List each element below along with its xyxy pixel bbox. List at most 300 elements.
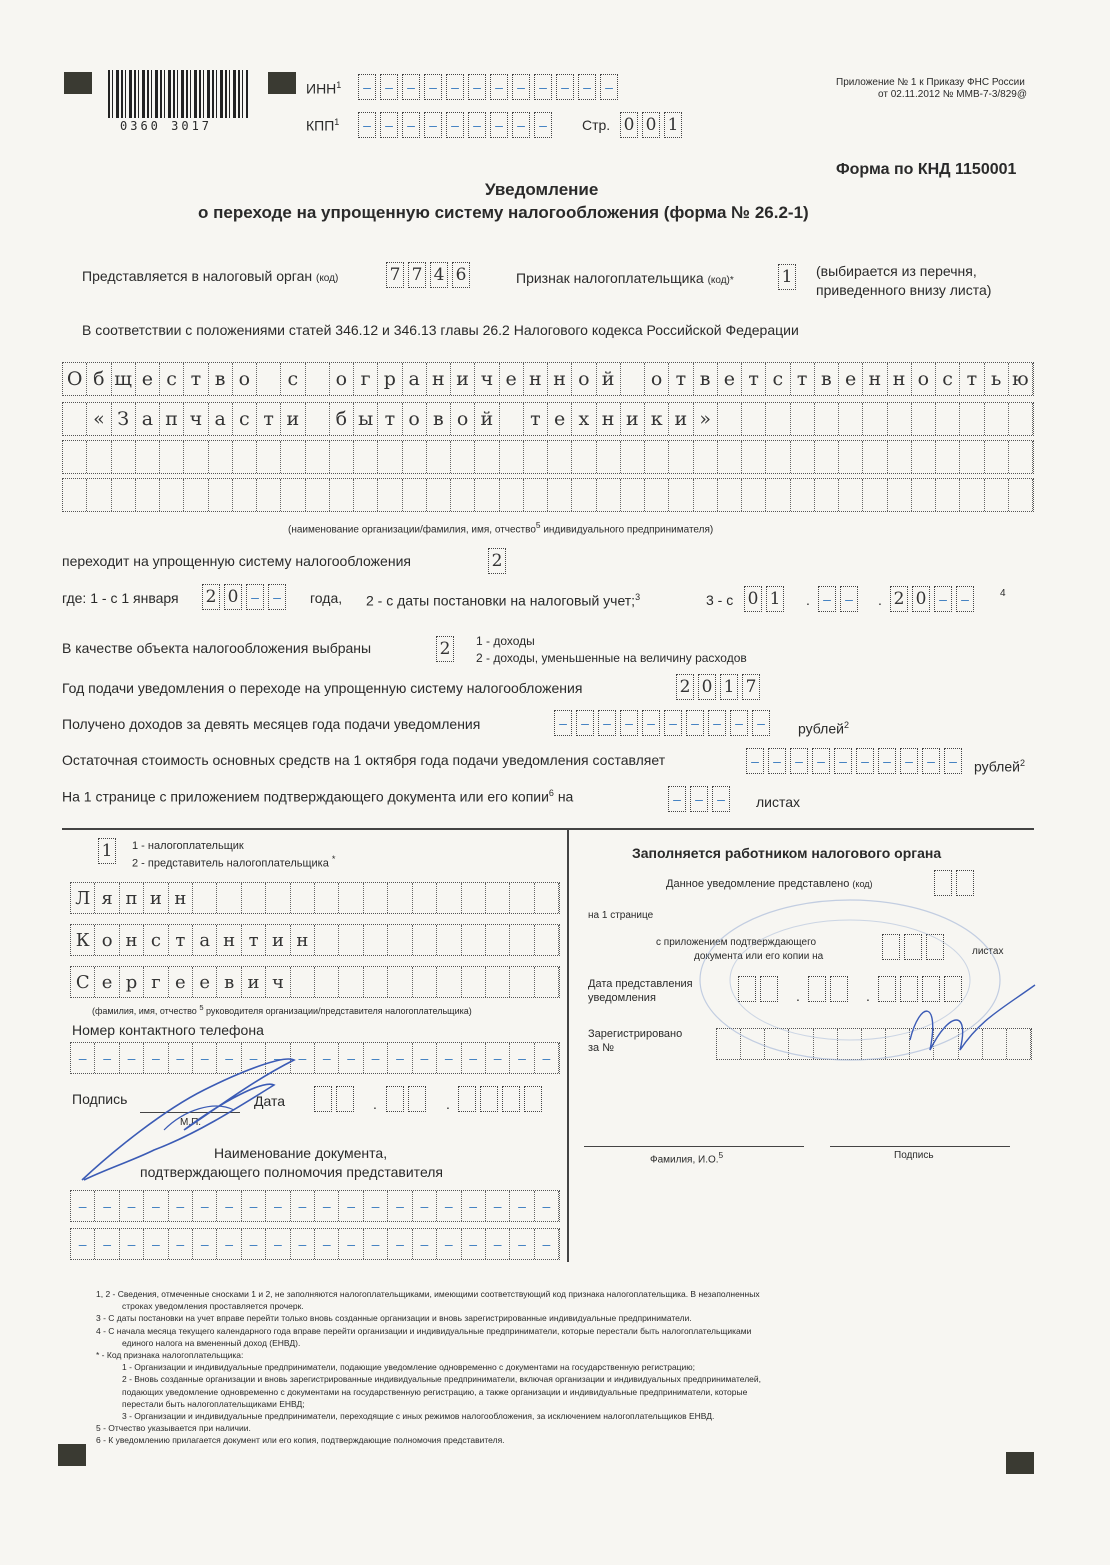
surname-char[interactable]: [315, 883, 339, 913]
name-char[interactable]: К: [71, 925, 95, 955]
object-field[interactable]: [436, 636, 458, 662]
income-digit[interactable]: [708, 710, 726, 736]
phone-char[interactable]: [388, 1043, 412, 1073]
year-submit-digit[interactable]: 7: [742, 674, 760, 700]
org-name-char[interactable]: [427, 479, 451, 511]
doc-char[interactable]: [388, 1229, 412, 1259]
doc-char[interactable]: [315, 1229, 339, 1259]
org-name-row-3[interactable]: [62, 440, 1034, 474]
org-name-char[interactable]: н: [597, 403, 621, 435]
date-digit[interactable]: [336, 1086, 354, 1112]
doc-char[interactable]: [120, 1191, 144, 1221]
org-name-char[interactable]: с: [766, 363, 790, 395]
org-name-char[interactable]: [403, 479, 427, 511]
year-digit[interactable]: 2: [202, 584, 220, 610]
org-name-char[interactable]: [475, 441, 499, 473]
patronymic-char[interactable]: и: [242, 967, 266, 997]
pages-digit[interactable]: [668, 786, 686, 812]
date-digit[interactable]: [458, 1086, 476, 1112]
doc-char[interactable]: [462, 1191, 486, 1221]
surname-char[interactable]: [535, 883, 559, 913]
name-char[interactable]: [339, 925, 363, 955]
org-name-char[interactable]: [233, 441, 257, 473]
org-name-row-2[interactable]: [62, 402, 1034, 436]
org-name-char[interactable]: [718, 479, 742, 511]
surname-char[interactable]: [437, 883, 461, 913]
org-name-char[interactable]: с: [936, 363, 960, 395]
surname-char[interactable]: я: [95, 883, 119, 913]
doc-char[interactable]: [486, 1229, 510, 1259]
org-name-char[interactable]: и: [621, 403, 645, 435]
org-name-char[interactable]: [1009, 441, 1033, 473]
org-name-char[interactable]: [112, 441, 136, 473]
org-name-char[interactable]: в: [209, 363, 233, 395]
org-name-char[interactable]: [306, 363, 330, 395]
income-digit[interactable]: [576, 710, 594, 736]
surname-char[interactable]: и: [144, 883, 168, 913]
org-name-char[interactable]: [888, 441, 912, 473]
year-submit-digit[interactable]: 0: [698, 674, 716, 700]
surname-char[interactable]: [364, 883, 388, 913]
patronymic-char[interactable]: [388, 967, 412, 997]
org-name-char[interactable]: н: [427, 363, 451, 395]
name-char[interactable]: [364, 925, 388, 955]
doc-char[interactable]: [193, 1229, 217, 1259]
surname-char[interactable]: [217, 883, 241, 913]
surname-char[interactable]: п: [120, 883, 144, 913]
org-name-char[interactable]: [985, 479, 1009, 511]
surname-char[interactable]: [462, 883, 486, 913]
org-name-char[interactable]: [548, 479, 572, 511]
doc-char[interactable]: [71, 1229, 95, 1259]
phone-char[interactable]: [437, 1043, 461, 1073]
org-name-char[interactable]: [597, 441, 621, 473]
org-name-char[interactable]: [572, 479, 596, 511]
org-name-char[interactable]: е: [136, 363, 160, 395]
org-name-char[interactable]: [160, 479, 184, 511]
patronymic-char[interactable]: [486, 967, 510, 997]
org-name-char[interactable]: н: [548, 363, 572, 395]
residual-digit[interactable]: [746, 748, 764, 774]
phone-char[interactable]: [486, 1043, 510, 1073]
authority-code-digit[interactable]: 4: [430, 262, 448, 288]
org-name-char[interactable]: [257, 441, 281, 473]
doc-char[interactable]: [95, 1229, 119, 1259]
org-name-char[interactable]: [63, 403, 87, 435]
org-name-char[interactable]: [257, 479, 281, 511]
surname-char[interactable]: [486, 883, 510, 913]
residual-digit[interactable]: [922, 748, 940, 774]
org-name-char[interactable]: [718, 403, 742, 435]
name-char[interactable]: н: [217, 925, 241, 955]
date-digit[interactable]: [480, 1086, 498, 1112]
org-name-char[interactable]: [791, 441, 815, 473]
phone-char[interactable]: [339, 1043, 363, 1073]
name-char[interactable]: о: [95, 925, 119, 955]
year-digit[interactable]: 2: [890, 586, 908, 612]
org-name-char[interactable]: в: [815, 363, 839, 395]
pages-digit[interactable]: [712, 786, 730, 812]
inn-digit[interactable]: [468, 74, 486, 100]
org-name-char[interactable]: е: [839, 363, 863, 395]
org-name-char[interactable]: [403, 441, 427, 473]
date-digit[interactable]: [386, 1086, 404, 1112]
kpp-digit[interactable]: [534, 112, 552, 138]
income-digit[interactable]: [598, 710, 616, 736]
org-name-char[interactable]: [791, 479, 815, 511]
kpp-digit[interactable]: [380, 112, 398, 138]
residual-digit[interactable]: [768, 748, 786, 774]
inn-digit[interactable]: [534, 74, 552, 100]
name-char[interactable]: [413, 925, 437, 955]
residual-digit[interactable]: [944, 748, 962, 774]
doc-char[interactable]: [462, 1229, 486, 1259]
doc-char[interactable]: [364, 1229, 388, 1259]
transition-year-field[interactable]: [202, 584, 290, 610]
org-name-char[interactable]: [597, 479, 621, 511]
org-name-char[interactable]: [645, 479, 669, 511]
doc-char[interactable]: [437, 1229, 461, 1259]
name-char[interactable]: т: [242, 925, 266, 955]
page-digit[interactable]: 0: [620, 112, 638, 138]
name-char[interactable]: [510, 925, 534, 955]
surname-char[interactable]: [193, 883, 217, 913]
income-digit[interactable]: [642, 710, 660, 736]
name-char[interactable]: с: [144, 925, 168, 955]
org-name-char[interactable]: с: [233, 403, 257, 435]
org-name-char[interactable]: [766, 441, 790, 473]
org-name-char[interactable]: т: [669, 363, 693, 395]
patronymic-char[interactable]: С: [71, 967, 95, 997]
name-char[interactable]: [462, 925, 486, 955]
org-name-char[interactable]: е: [718, 363, 742, 395]
authority-code-digit[interactable]: 7: [408, 262, 426, 288]
org-name-char[interactable]: [621, 479, 645, 511]
sign-date-day[interactable]: [314, 1086, 358, 1112]
patronymic-char[interactable]: [462, 967, 486, 997]
year-digit[interactable]: [268, 584, 286, 610]
residual-digit[interactable]: [790, 748, 808, 774]
signer-type-value[interactable]: 1: [98, 838, 116, 864]
org-name-char[interactable]: [306, 441, 330, 473]
date-digit[interactable]: [408, 1086, 426, 1112]
org-name-char[interactable]: щ: [112, 363, 136, 395]
doc-char[interactable]: [144, 1229, 168, 1259]
object-value[interactable]: 2: [436, 636, 454, 662]
name-char[interactable]: [486, 925, 510, 955]
inn-digit[interactable]: [490, 74, 508, 100]
day-digit[interactable]: 0: [744, 586, 762, 612]
org-name-char[interactable]: н: [863, 363, 887, 395]
org-name-char[interactable]: [936, 479, 960, 511]
org-name-char[interactable]: [645, 441, 669, 473]
org-name-char[interactable]: [839, 441, 863, 473]
phone-char[interactable]: [510, 1043, 534, 1073]
org-name-char[interactable]: [815, 479, 839, 511]
surname-char[interactable]: Л: [71, 883, 95, 913]
name-char[interactable]: а: [193, 925, 217, 955]
org-name-char[interactable]: т: [184, 363, 208, 395]
sign-date-year[interactable]: [458, 1086, 546, 1112]
doc-char[interactable]: [339, 1229, 363, 1259]
patronymic-char[interactable]: е: [193, 967, 217, 997]
org-name-char[interactable]: [888, 403, 912, 435]
org-name-char[interactable]: в: [427, 403, 451, 435]
org-name-char[interactable]: [960, 403, 984, 435]
org-name-char[interactable]: [378, 479, 402, 511]
inn-digit[interactable]: [380, 74, 398, 100]
date-digit[interactable]: [524, 1086, 542, 1112]
year-submit-field[interactable]: [676, 674, 764, 700]
surname-char[interactable]: [339, 883, 363, 913]
org-name-char[interactable]: [87, 479, 111, 511]
income-digit[interactable]: [686, 710, 704, 736]
phone-char[interactable]: [413, 1043, 437, 1073]
org-name-char[interactable]: [475, 479, 499, 511]
patronymic-char[interactable]: [510, 967, 534, 997]
authority-code-field[interactable]: [386, 262, 474, 288]
org-name-char[interactable]: [572, 441, 596, 473]
doc-char[interactable]: [486, 1191, 510, 1221]
org-name-char[interactable]: [621, 441, 645, 473]
org-name-char[interactable]: с: [281, 363, 305, 395]
org-name-row-4[interactable]: [62, 478, 1034, 512]
org-name-char[interactable]: и: [451, 363, 475, 395]
kpp-digit[interactable]: [402, 112, 420, 138]
transition-field[interactable]: [488, 548, 510, 574]
name-char[interactable]: и: [266, 925, 290, 955]
org-name-char[interactable]: [233, 479, 257, 511]
org-name-char[interactable]: [815, 441, 839, 473]
residual-digit[interactable]: [812, 748, 830, 774]
org-name-char[interactable]: [160, 441, 184, 473]
org-name-char[interactable]: е: [500, 363, 524, 395]
patronymic-char[interactable]: [364, 967, 388, 997]
org-name-char[interactable]: [742, 479, 766, 511]
org-name-char[interactable]: и: [669, 403, 693, 435]
month-digit[interactable]: [840, 586, 858, 612]
taxpayer-sign-digit[interactable]: 1: [778, 264, 796, 290]
org-name-char[interactable]: »: [694, 403, 718, 435]
org-name-char[interactable]: и: [281, 403, 305, 435]
date-digit[interactable]: [314, 1086, 332, 1112]
org-name-char[interactable]: [281, 479, 305, 511]
org-name-char[interactable]: к: [645, 403, 669, 435]
inn-digit[interactable]: [358, 74, 376, 100]
name-char[interactable]: [535, 925, 559, 955]
kpp-digit[interactable]: [424, 112, 442, 138]
org-name-char[interactable]: [1009, 403, 1033, 435]
patronymic-char[interactable]: [315, 967, 339, 997]
org-name-char[interactable]: [500, 479, 524, 511]
patronymic-char[interactable]: е: [169, 967, 193, 997]
org-name-char[interactable]: й: [475, 403, 499, 435]
surname-char[interactable]: [291, 883, 315, 913]
kpp-digit[interactable]: [490, 112, 508, 138]
org-name-char[interactable]: б: [87, 363, 111, 395]
doc-char[interactable]: [413, 1229, 437, 1259]
surname-char[interactable]: [510, 883, 534, 913]
patronymic-char[interactable]: [413, 967, 437, 997]
doc-char[interactable]: [169, 1229, 193, 1259]
doc-char[interactable]: [291, 1191, 315, 1221]
org-name-char[interactable]: ы: [354, 403, 378, 435]
org-name-char[interactable]: [863, 479, 887, 511]
org-name-char[interactable]: [354, 479, 378, 511]
org-name-char[interactable]: о: [451, 403, 475, 435]
org-name-char[interactable]: о: [572, 363, 596, 395]
org-name-char[interactable]: [985, 403, 1009, 435]
doc-char[interactable]: [169, 1191, 193, 1221]
doc-char[interactable]: [535, 1191, 559, 1221]
patronymic-char[interactable]: г: [144, 967, 168, 997]
sign-date-month[interactable]: [386, 1086, 430, 1112]
org-name-char[interactable]: [766, 403, 790, 435]
date-digit[interactable]: [502, 1086, 520, 1112]
org-name-char[interactable]: [184, 479, 208, 511]
org-name-char[interactable]: н: [524, 363, 548, 395]
kpp-digit[interactable]: [468, 112, 486, 138]
inn-digit[interactable]: [556, 74, 574, 100]
org-name-char[interactable]: [136, 479, 160, 511]
org-name-char[interactable]: [960, 479, 984, 511]
org-name-char[interactable]: т: [791, 363, 815, 395]
org-name-char[interactable]: т: [257, 403, 281, 435]
doc-char[interactable]: [266, 1229, 290, 1259]
org-name-char[interactable]: [694, 441, 718, 473]
page-digit[interactable]: 0: [642, 112, 660, 138]
org-name-char[interactable]: [888, 479, 912, 511]
patronymic-char[interactable]: [437, 967, 461, 997]
doc-char[interactable]: [266, 1191, 290, 1221]
month-digit[interactable]: [818, 586, 836, 612]
kpp-field[interactable]: [358, 112, 556, 138]
org-name-char[interactable]: О: [63, 363, 87, 395]
inn-digit[interactable]: [578, 74, 596, 100]
doc-char[interactable]: [315, 1191, 339, 1221]
page-number-field[interactable]: [620, 112, 686, 138]
authority-code-digit[interactable]: 7: [386, 262, 404, 288]
day-digit[interactable]: 1: [766, 586, 784, 612]
org-name-char[interactable]: [306, 479, 330, 511]
doc-char[interactable]: [291, 1229, 315, 1259]
org-name-char[interactable]: т: [960, 363, 984, 395]
org-name-char[interactable]: [669, 479, 693, 511]
taxpayer-sign-field[interactable]: [778, 264, 800, 290]
org-name-char[interactable]: [936, 403, 960, 435]
transition-value[interactable]: 2: [488, 548, 506, 574]
org-name-char[interactable]: [63, 441, 87, 473]
phone-char[interactable]: [315, 1043, 339, 1073]
surname-char[interactable]: [266, 883, 290, 913]
name-char[interactable]: [388, 925, 412, 955]
org-name-char[interactable]: [621, 363, 645, 395]
income-digit[interactable]: [752, 710, 770, 736]
org-name-char[interactable]: [209, 479, 233, 511]
patronymic-char[interactable]: р: [120, 967, 144, 997]
pages-digit[interactable]: [690, 786, 708, 812]
org-name-char[interactable]: [718, 441, 742, 473]
doc-row-1[interactable]: [70, 1190, 560, 1222]
org-name-char[interactable]: х: [572, 403, 596, 435]
org-name-char[interactable]: [791, 403, 815, 435]
org-name-char[interactable]: [500, 403, 524, 435]
org-name-char[interactable]: [936, 441, 960, 473]
patronymic-row[interactable]: [70, 966, 560, 998]
surname-char[interactable]: [413, 883, 437, 913]
pages-field[interactable]: [668, 786, 734, 812]
inn-digit[interactable]: [512, 74, 530, 100]
year-digit[interactable]: 0: [224, 584, 242, 610]
org-name-char[interactable]: [669, 441, 693, 473]
doc-char[interactable]: [193, 1191, 217, 1221]
inn-digit[interactable]: [600, 74, 618, 100]
org-name-char[interactable]: о: [233, 363, 257, 395]
income-digit[interactable]: [554, 710, 572, 736]
name-char[interactable]: н: [291, 925, 315, 955]
patronymic-char[interactable]: [339, 967, 363, 997]
org-name-char[interactable]: [524, 479, 548, 511]
org-name-char[interactable]: [912, 403, 936, 435]
phone-char[interactable]: [462, 1043, 486, 1073]
org-name-char[interactable]: о: [912, 363, 936, 395]
doc-char[interactable]: [413, 1191, 437, 1221]
patronymic-char[interactable]: [535, 967, 559, 997]
org-name-char[interactable]: г: [354, 363, 378, 395]
org-name-char[interactable]: [694, 479, 718, 511]
inn-field[interactable]: [358, 74, 622, 100]
org-name-char[interactable]: т: [524, 403, 548, 435]
org-name-char[interactable]: [839, 479, 863, 511]
year-submit-digit[interactable]: 1: [720, 674, 738, 700]
doc-char[interactable]: [71, 1191, 95, 1221]
doc-char[interactable]: [388, 1191, 412, 1221]
patronymic-char[interactable]: е: [95, 967, 119, 997]
org-name-char[interactable]: п: [160, 403, 184, 435]
year-digit[interactable]: 0: [912, 586, 930, 612]
doc-char[interactable]: [510, 1229, 534, 1259]
org-name-char[interactable]: [863, 403, 887, 435]
org-name-char[interactable]: е: [548, 403, 572, 435]
org-name-char[interactable]: [960, 441, 984, 473]
org-name-char[interactable]: [912, 441, 936, 473]
org-name-char[interactable]: [839, 403, 863, 435]
org-name-char[interactable]: [451, 479, 475, 511]
year-digit[interactable]: [246, 584, 264, 610]
year-digit[interactable]: [956, 586, 974, 612]
org-name-char[interactable]: н: [888, 363, 912, 395]
org-name-char[interactable]: а: [209, 403, 233, 435]
org-name-char[interactable]: ю: [1009, 363, 1033, 395]
year-digit[interactable]: [934, 586, 952, 612]
surname-char[interactable]: [388, 883, 412, 913]
residual-digit[interactable]: [834, 748, 852, 774]
org-name-char[interactable]: б: [330, 403, 354, 435]
org-name-char[interactable]: [863, 441, 887, 473]
org-name-char[interactable]: [1009, 479, 1033, 511]
org-name-char[interactable]: [63, 479, 87, 511]
name-char[interactable]: [315, 925, 339, 955]
org-name-char[interactable]: ч: [184, 403, 208, 435]
inn-digit[interactable]: [446, 74, 464, 100]
name-char[interactable]: [437, 925, 461, 955]
org-name-char[interactable]: р: [378, 363, 402, 395]
patronymic-char[interactable]: [291, 967, 315, 997]
org-name-char[interactable]: ь: [985, 363, 1009, 395]
org-name-char[interactable]: «: [87, 403, 111, 435]
doc-char[interactable]: [535, 1229, 559, 1259]
org-name-char[interactable]: [742, 403, 766, 435]
